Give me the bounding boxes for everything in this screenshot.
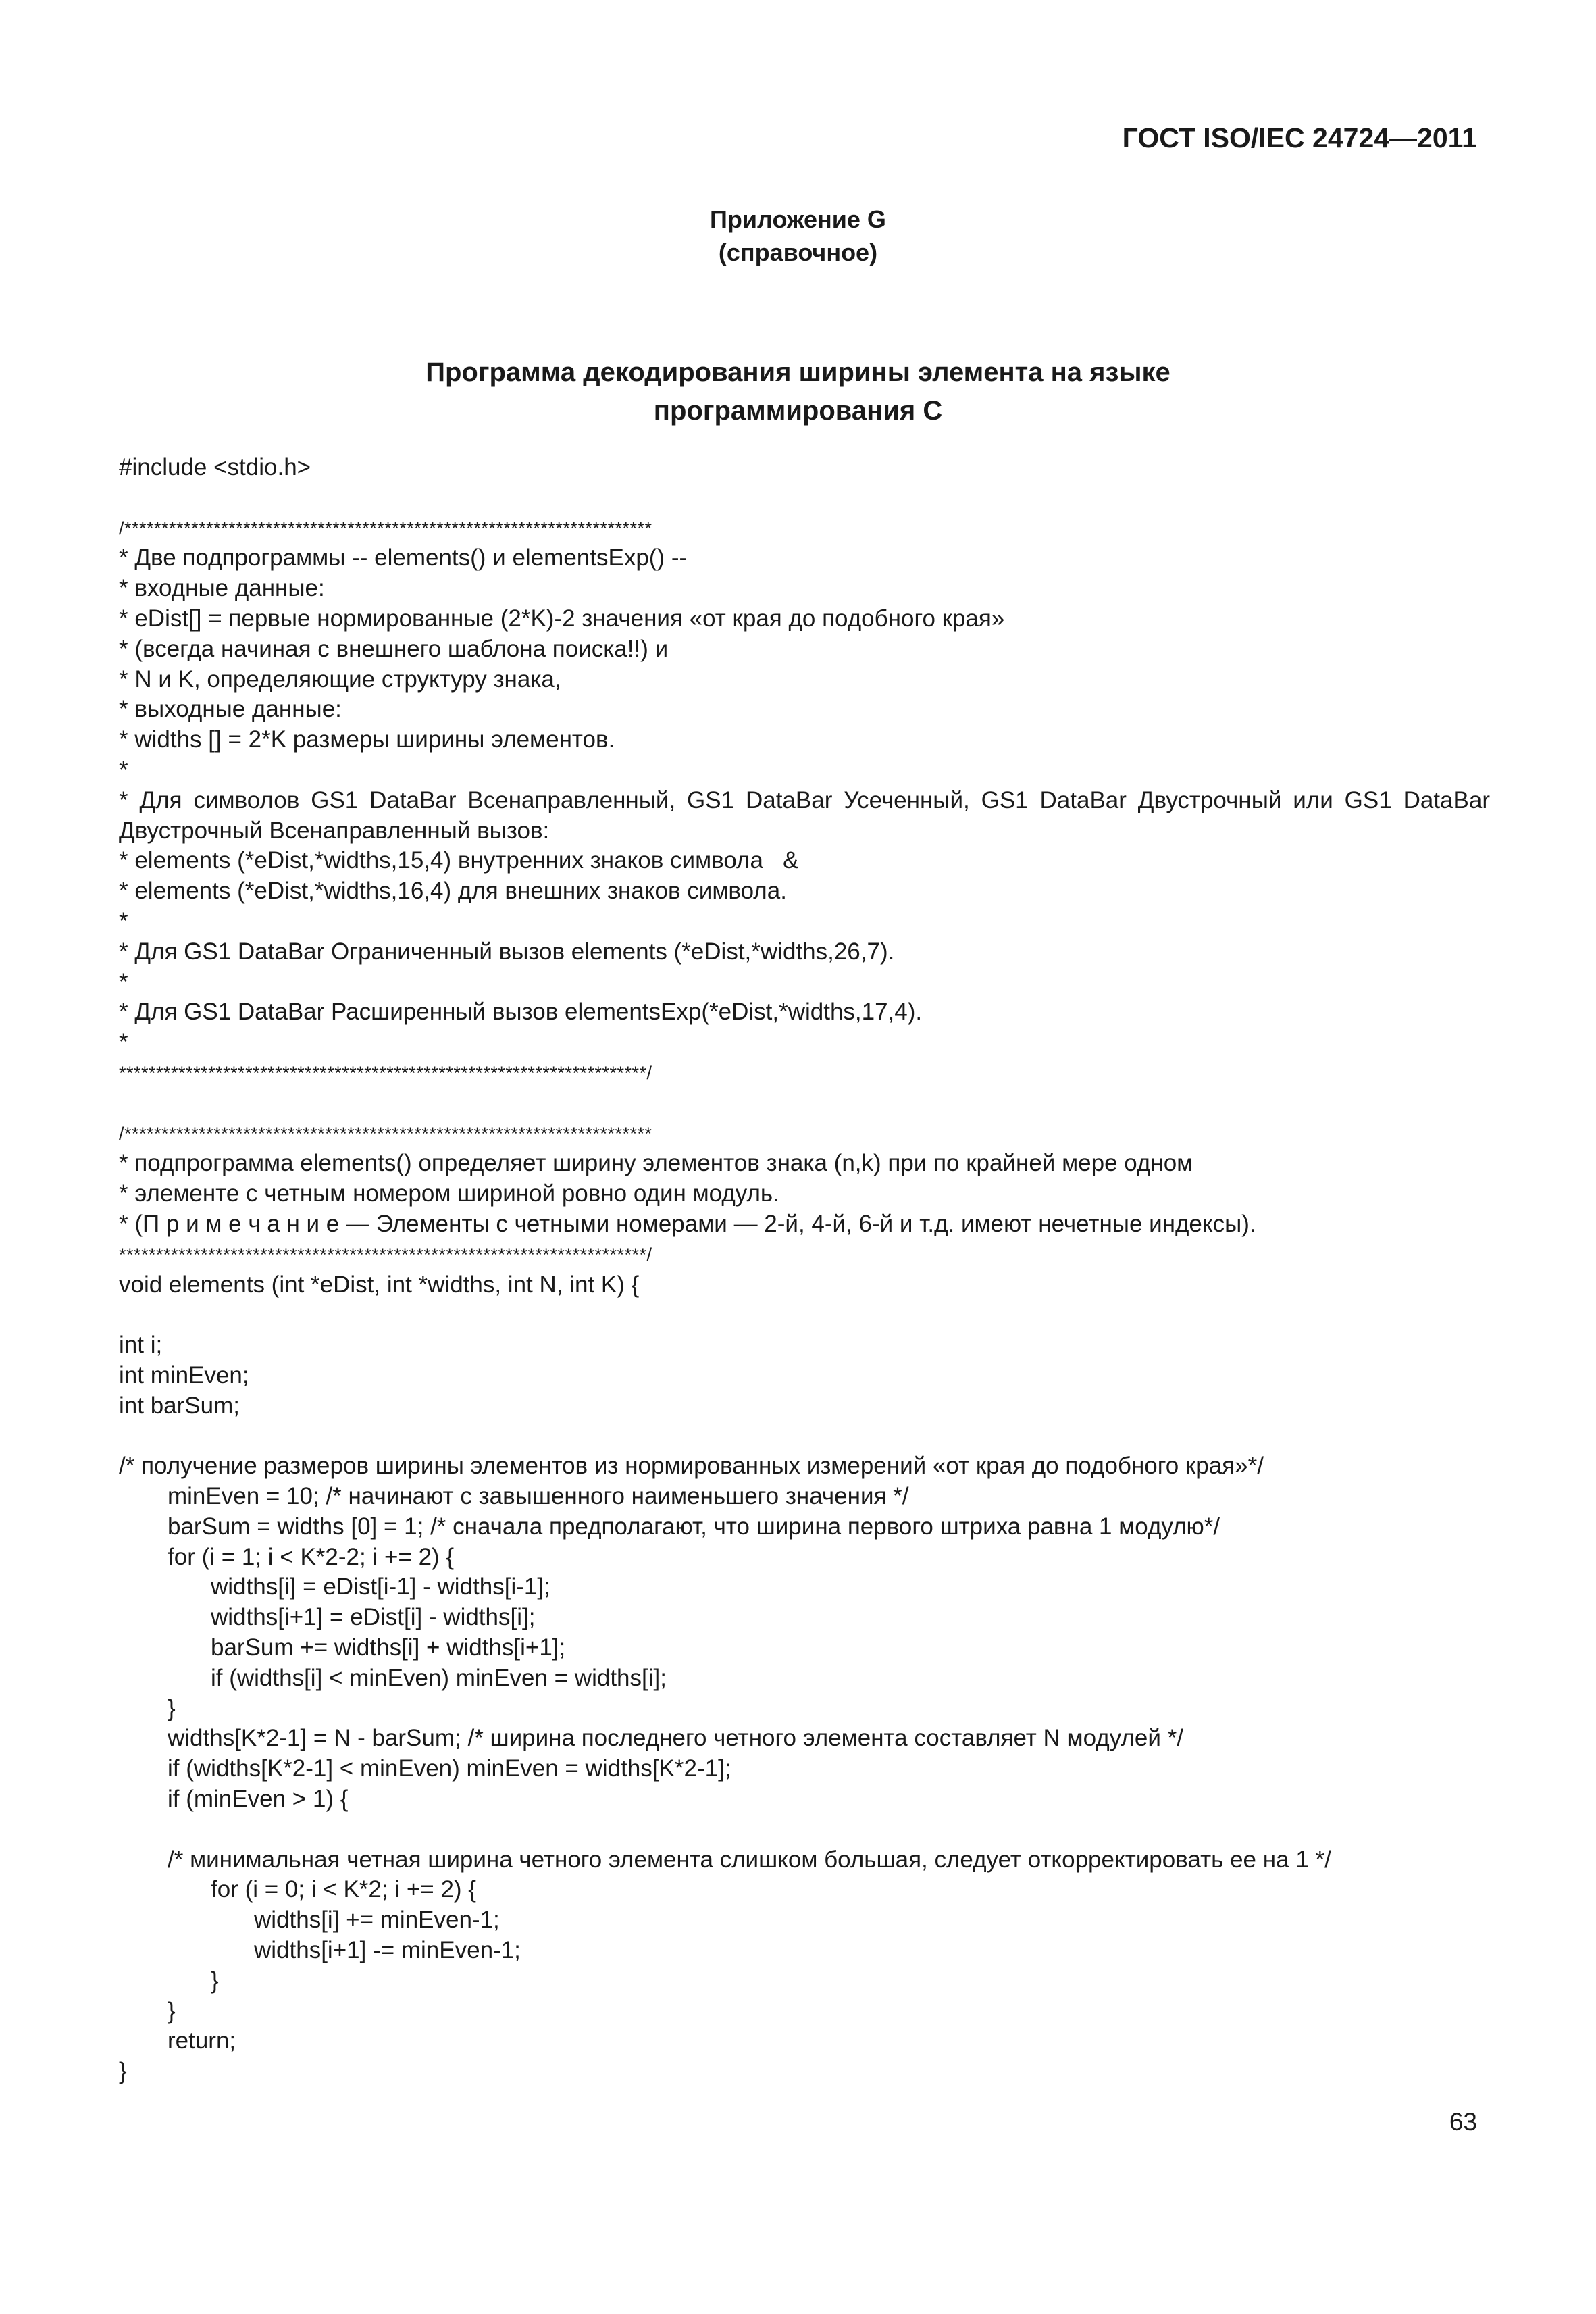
code-line: * <box>119 968 128 995</box>
code-line: * (П р и м е ч а н и е — Элементы с четными номерами — 2-й, 4-й, 6-й и т.д. имеют нечетные индексы). <box>119 1210 1256 1237</box>
code-line: } <box>211 1967 219 1994</box>
code-line: } <box>119 2058 127 2085</box>
section-title-line-1: Программа декодирования ширины элемента на языке <box>426 357 1170 387</box>
code-line: barSum = widths [0] = 1; /* сначала предполагают, что ширина первого штриха равна 1 модулю*/ <box>168 1513 1220 1540</box>
code-line: widths[i] = eDist[i-1] - widths[i-1]; <box>211 1574 550 1601</box>
code-line: if (widths[i] < minEven) minEven = widths[i]; <box>211 1664 667 1691</box>
comment-border: ***********************************************************************/ <box>119 1062 652 1083</box>
code-line: void elements (int *eDist, int *widths, int N, int K) { <box>119 1271 640 1298</box>
code-line: * Для GS1 DataBar Расширенный вызов elementsExp(*eDist,*widths,17,4). <box>119 999 923 1026</box>
code-line: * Две подпрограммы -- elements() и elementsExp() -- <box>119 545 688 572</box>
code-line: * widths [] = 2*K размеры ширины элементов. <box>119 726 615 753</box>
code-line: } <box>168 1997 176 2024</box>
standard-header: ГОСТ ISO/IEC 24724—2011 <box>1122 122 1477 153</box>
code-line: widths[i+1] = eDist[i] - widths[i]; <box>211 1604 536 1631</box>
code-line: /* минимальная четная ширина четного элемента слишком большая, следует откорректировать ее на 1 */ <box>168 1846 1331 1873</box>
code-line: * elements (*eDist,*widths,15,4) внутренних знаков символа & <box>119 847 799 874</box>
code-blank <box>119 1088 1490 1119</box>
code-line: * элементе с четным номером шириной ровно один модуль. <box>119 1180 779 1207</box>
code-blank <box>119 1300 1490 1330</box>
code-line: if (widths[K*2-1] < minEven) minEven = widths[K*2-1]; <box>168 1755 731 1782</box>
code-line: barSum += widths[i] + widths[i+1]; <box>211 1634 566 1661</box>
code-line: int i; <box>119 1332 163 1359</box>
code-line: minEven = 10; /* начинают с завышенного наименьшего значения */ <box>168 1483 909 1510</box>
appendix-heading <box>0 203 1596 269</box>
comment-border: ***********************************************************************/ <box>119 1244 652 1265</box>
section-title-line-2: программирования С <box>653 396 943 426</box>
appendix-label: Приложение G <box>710 205 886 233</box>
code-line: return; <box>168 2028 236 2055</box>
code-line: * elements (*eDist,*widths,16,4) для внешних знаков символа. <box>119 878 787 905</box>
code-line: * подпрограмма elements() определяет ширину элементов знака (n,k) при по крайней мере одном <box>119 1150 1193 1177</box>
code-line: * <box>119 907 128 934</box>
code-line: for (i = 0; i < K*2; i += 2) { <box>211 1876 476 1903</box>
code-blank <box>119 1815 1490 1845</box>
code-line: * N и K, определяющие структуру знака, <box>119 665 561 693</box>
code-listing <box>119 453 1490 2087</box>
code-line: * <box>119 756 128 783</box>
code-line: if (minEven > 1) { <box>168 1786 349 1813</box>
code-line: /* получение размеров ширины элементов из нормированных измерений «от края до подобного края»*/ <box>119 1453 1264 1480</box>
code-line: * выходные данные: <box>119 696 342 723</box>
code-line: * входные данные: <box>119 575 325 602</box>
comment-border: /*********************************************************************** <box>119 518 652 538</box>
code-blank <box>119 1422 1490 1452</box>
code-line: * (всегда начиная с внешнего шаблона поиска!!) и <box>119 635 669 662</box>
code-blank <box>119 483 1490 513</box>
code-line: widths[i] += minEven-1; <box>254 1907 500 1934</box>
code-line: #include <stdio.h> <box>119 454 311 480</box>
code-line: int minEven; <box>119 1361 249 1388</box>
code-line-wrapped: * Для символов GS1 DataBar Всенаправленный, GS1 DataBar Усеченный, GS1 DataBar Двустрочный или GS1 DataBar Двустрочный Всенаправленный вызов: <box>119 786 1490 844</box>
comment-border: /*********************************************************************** <box>119 1123 652 1144</box>
code-line: int barSum; <box>119 1392 240 1419</box>
code-line: for (i = 1; i < K*2-2; i += 2) { <box>168 1543 455 1570</box>
code-line: } <box>168 1694 176 1721</box>
code-line: * <box>119 1029 128 1056</box>
code-line: widths[K*2-1] = N - barSum; /* ширина последнего четного элемента составляет N модулей */ <box>168 1725 1183 1752</box>
page-number: 63 <box>1449 2108 1477 2136</box>
code-line: widths[i+1] -= minEven-1; <box>254 1937 521 1964</box>
code-line: * eDist[] = первые нормированные (2*K)-2 значения «от края до подобного края» <box>119 605 1005 632</box>
appendix-type: (справочное) <box>718 238 878 266</box>
code-line: * Для GS1 DataBar Ограниченный вызов elements (*eDist,*widths,26,7). <box>119 938 895 965</box>
section-title <box>0 353 1596 430</box>
